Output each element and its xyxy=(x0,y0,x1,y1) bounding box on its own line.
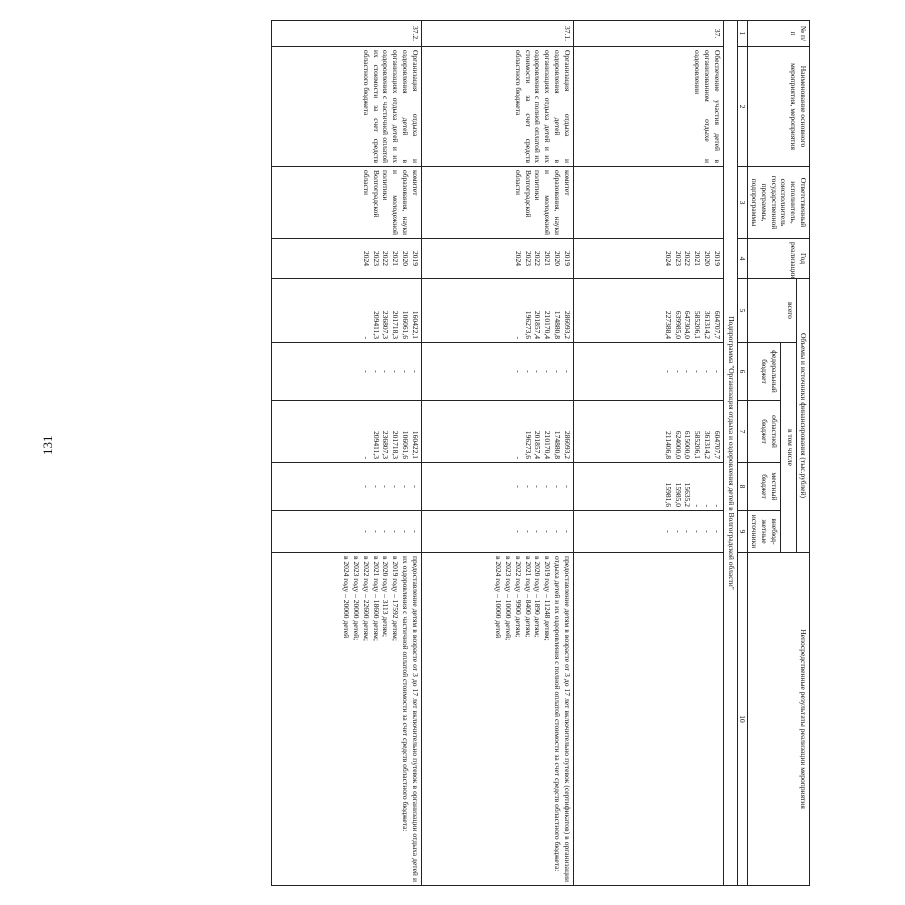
year-value: 2023 xyxy=(673,251,683,266)
local-value: - xyxy=(693,504,703,507)
index-cell: 8 xyxy=(737,463,748,511)
local-value: - xyxy=(703,504,712,507)
row-name: Организация отдыха и оздоровления детей в организациях отдыха детей и их оздоровления с частичной оплатой их стоимости за счет средств областного бюджета xyxy=(271,47,421,167)
local-value: - xyxy=(362,485,371,488)
header-finance: Объемы и источники финансирования (тыс.рублей) xyxy=(797,279,810,553)
extra-value: - xyxy=(391,530,401,533)
local-value: - xyxy=(401,485,410,488)
total-value: 286093,2 xyxy=(562,310,572,339)
local-value: - xyxy=(553,485,562,488)
row-result xyxy=(271,553,421,886)
row-name: Организация отдыха и оздоровления детей в организациях отдыха детей и их оздоровления с полной оплатой их стоимости за счет средств областного бюджета xyxy=(421,47,573,167)
total-value: 106061,6 xyxy=(401,310,410,339)
year-value: 2022 xyxy=(533,251,543,266)
extra-value: - xyxy=(712,530,722,533)
federal-value: - xyxy=(533,370,543,373)
local-value: - xyxy=(371,485,381,488)
extra-value: - xyxy=(673,530,683,533)
local-value: - xyxy=(381,485,391,488)
year-value: 2021 xyxy=(693,251,703,266)
header-executor: Ответственный исполнитель, соисполнитель государственной программы, подпрограммы xyxy=(748,167,810,239)
row-executor: комитет образования, науки и молодежной политики Волгоградской области xyxy=(271,167,421,239)
result-item: в 2019 году – 17592 детям; xyxy=(391,556,401,642)
federal-value: - xyxy=(371,370,381,373)
header-extra: внебюд-жетные источники xyxy=(748,511,780,553)
rotated-document xyxy=(265,0,905,905)
row-federal xyxy=(271,343,421,401)
year-value: 2022 xyxy=(683,251,693,266)
regional-value: 361314,2 xyxy=(703,430,712,459)
local-value: 15985,0 xyxy=(673,482,683,507)
regional-value: - xyxy=(362,456,371,459)
result-item: в 2020 году – 3113 детям; xyxy=(381,556,391,637)
federal-value: - xyxy=(664,370,673,373)
federal-value: - xyxy=(391,370,401,373)
row-num: 37.1. xyxy=(421,21,573,47)
row-total xyxy=(421,279,573,343)
local-value: - xyxy=(391,485,401,488)
year-value: 2019 xyxy=(562,251,572,266)
subprogram-row xyxy=(723,21,737,886)
extra-value: - xyxy=(523,530,533,533)
federal-value: - xyxy=(401,370,410,373)
row-federal xyxy=(573,343,723,401)
regional-value: 201718,3 xyxy=(391,430,401,459)
local-value: - xyxy=(514,485,523,488)
column-index-row xyxy=(737,21,748,886)
regional-value: 196273,6 xyxy=(523,430,533,459)
header-results: Непосредственные результаты реализации мероприятия xyxy=(748,553,810,886)
extra-value: - xyxy=(401,530,410,533)
regional-value: 209411,3 xyxy=(371,431,381,459)
total-value: 361314,2 xyxy=(703,310,712,339)
row-executor: комитет образования, науки и молодежной политики Волгоградской области xyxy=(421,167,573,239)
financing-table xyxy=(271,20,810,886)
index-cell: 10 xyxy=(737,553,748,886)
index-cell: 7 xyxy=(737,401,748,463)
header-total: всего xyxy=(748,279,797,343)
subprogram-title: Подпрограмма "Организация отдыха и оздоровления детей в Волгоградской области" xyxy=(723,21,737,886)
row-result xyxy=(573,553,723,886)
row-years xyxy=(421,239,573,279)
total-value: 647304,0 xyxy=(683,310,693,339)
year-value: 2022 xyxy=(381,251,391,266)
result-item: в 2024 году – 10000 детей xyxy=(494,556,504,639)
result-item: в 2021 году – 8400 детям; xyxy=(523,556,533,638)
year-value: 2023 xyxy=(523,251,533,266)
index-cell: 4 xyxy=(737,239,748,279)
result-item: в 2022 году – 22600 детям; xyxy=(362,556,371,642)
result-text: предоставление детям в возрасте от 3 до 17 лет включительно путевок в организации отдыха детей и их оздоровления с частичной оплатой стоимости за счет средств областного бюджета: xyxy=(401,556,420,882)
total-value: 227388,4 xyxy=(664,310,673,339)
regional-value: 585206,1 xyxy=(693,430,703,459)
federal-value: - xyxy=(562,370,572,373)
regional-value: 106061,6 xyxy=(401,430,410,459)
header-num: № п/п xyxy=(748,21,810,47)
header-incl: в том числе xyxy=(780,343,797,553)
year-value: 2020 xyxy=(401,251,410,266)
extra-value: - xyxy=(553,530,562,533)
year-value: 2020 xyxy=(553,251,562,266)
table-row-37-2 xyxy=(271,21,421,886)
result-item: в 2023 году – 20000 детей; xyxy=(352,556,362,641)
row-total xyxy=(271,279,421,343)
federal-value: - xyxy=(362,370,371,373)
row-extra xyxy=(271,511,421,553)
federal-value: - xyxy=(673,370,683,373)
index-cell: 1 xyxy=(737,21,748,47)
federal-value: - xyxy=(514,370,523,373)
regional-value: 160422,1 xyxy=(410,430,420,459)
federal-value: - xyxy=(523,370,533,373)
total-value: 201857,4 xyxy=(533,310,543,339)
local-value: - xyxy=(533,485,543,488)
regional-value: 286093,2 xyxy=(562,430,572,459)
total-value: 209411,3 xyxy=(371,311,381,339)
row-local xyxy=(421,463,573,511)
row-federal xyxy=(421,343,573,401)
total-value: 210170,4 xyxy=(543,310,553,339)
row-regional xyxy=(421,401,573,463)
local-value: 15635,2 xyxy=(683,482,693,507)
index-cell: 5 xyxy=(737,279,748,343)
local-value: - xyxy=(543,485,553,488)
extra-value: - xyxy=(514,530,523,533)
header-name: Наименование основного мероприятия, мероприятия xyxy=(748,47,810,167)
index-cell: 6 xyxy=(737,343,748,401)
extra-value: - xyxy=(381,530,391,533)
result-item: в 2020 году – 1890 детям; xyxy=(533,556,543,638)
row-local xyxy=(573,463,723,511)
header-year: Год реализации xyxy=(748,239,810,279)
local-value: - xyxy=(712,504,722,507)
regional-value: 210170,4 xyxy=(543,430,553,459)
year-value: 2021 xyxy=(391,251,401,266)
federal-value: - xyxy=(703,370,712,373)
federal-value: - xyxy=(712,370,722,373)
local-value: - xyxy=(562,485,572,488)
local-value: - xyxy=(523,485,533,488)
year-value: 2021 xyxy=(543,251,553,266)
extra-value: - xyxy=(371,530,381,533)
extra-value: - xyxy=(693,530,703,533)
federal-value: - xyxy=(683,370,693,373)
regional-value: 624000,0 xyxy=(673,430,683,459)
local-value: 15981,6 xyxy=(664,482,673,507)
result-item: в 2019 году – 11248 детям; xyxy=(543,556,553,641)
page-number: 131 xyxy=(40,435,55,455)
extra-value: - xyxy=(543,530,553,533)
header-local: местный бюджет xyxy=(748,463,780,511)
result-item: в 2022 году – 9900 детям; xyxy=(514,556,523,638)
total-value: - xyxy=(514,336,523,339)
federal-value: - xyxy=(381,370,391,373)
index-cell: 9 xyxy=(737,511,748,553)
result-item: в 2024 году – 20000 детей xyxy=(342,556,352,639)
regional-value: 201857,4 xyxy=(533,430,543,459)
row-extra xyxy=(573,511,723,553)
extra-value: - xyxy=(664,530,673,533)
total-value: 639985,0 xyxy=(673,310,683,339)
year-value: 2019 xyxy=(410,251,420,266)
total-value: 604707,7 xyxy=(712,310,722,339)
total-value: 196273,6 xyxy=(523,310,533,339)
extra-value: - xyxy=(683,530,693,533)
extra-value: - xyxy=(533,530,543,533)
row-result xyxy=(421,553,573,886)
federal-value: - xyxy=(553,370,562,373)
result-item: в 2021 году – 18600 детям; xyxy=(371,556,381,642)
year-value: 2024 xyxy=(514,251,523,266)
header-regional: областной бюджет xyxy=(748,401,780,463)
result-item: в 2023 году – 10000 детей; xyxy=(504,556,514,641)
row-num: 37.2. xyxy=(271,21,421,47)
regional-value: 211406,8 xyxy=(664,431,673,459)
regional-value: 615000,0 xyxy=(683,430,693,459)
regional-value: 604707,7 xyxy=(712,430,722,459)
total-value: - xyxy=(362,336,371,339)
index-cell: 3 xyxy=(737,167,748,239)
federal-value: - xyxy=(410,370,420,373)
total-value: 201718,3 xyxy=(391,310,401,339)
federal-value: - xyxy=(543,370,553,373)
row-num: 37. xyxy=(573,21,723,47)
row-name: Обеспечение участия детей в организованном отдыхе и оздоровлении xyxy=(573,47,723,167)
total-value: 174880,8 xyxy=(553,310,562,339)
total-value: 585206,1 xyxy=(693,310,703,339)
result-text: предоставление детям в возрасте от 3 до 17 лет включительно путевок (сертификатов) в организации отдыха детей и их оздоровления с полной оплатой стоимости за счет средств областного бюджета: xyxy=(553,556,572,882)
regional-value: - xyxy=(514,456,523,459)
local-value: - xyxy=(410,485,420,488)
table-row-37 xyxy=(573,21,723,886)
total-value: 236807,3 xyxy=(381,310,391,339)
row-executor xyxy=(573,167,723,239)
header-federal: федеральный бюджет xyxy=(748,343,780,401)
year-value: 2020 xyxy=(703,251,712,266)
total-value: 160422,1 xyxy=(410,310,420,339)
extra-value: - xyxy=(562,530,572,533)
year-value: 2019 xyxy=(712,251,722,266)
regional-value: 236807,3 xyxy=(381,430,391,459)
year-value: 2023 xyxy=(371,251,381,266)
table-row-37-1 xyxy=(421,21,573,886)
index-cell: 2 xyxy=(737,47,748,167)
row-regional xyxy=(573,401,723,463)
regional-value: 174880,8 xyxy=(553,430,562,459)
extra-value: - xyxy=(362,530,371,533)
row-extra xyxy=(421,511,573,553)
extra-value: - xyxy=(703,530,712,533)
extra-value: - xyxy=(410,530,420,533)
year-value: 2024 xyxy=(664,251,673,266)
federal-value: - xyxy=(693,370,703,373)
row-years xyxy=(271,239,421,279)
row-years xyxy=(573,239,723,279)
year-value: 2024 xyxy=(362,251,371,266)
row-local xyxy=(271,463,421,511)
row-total xyxy=(573,279,723,343)
row-regional xyxy=(271,401,421,463)
